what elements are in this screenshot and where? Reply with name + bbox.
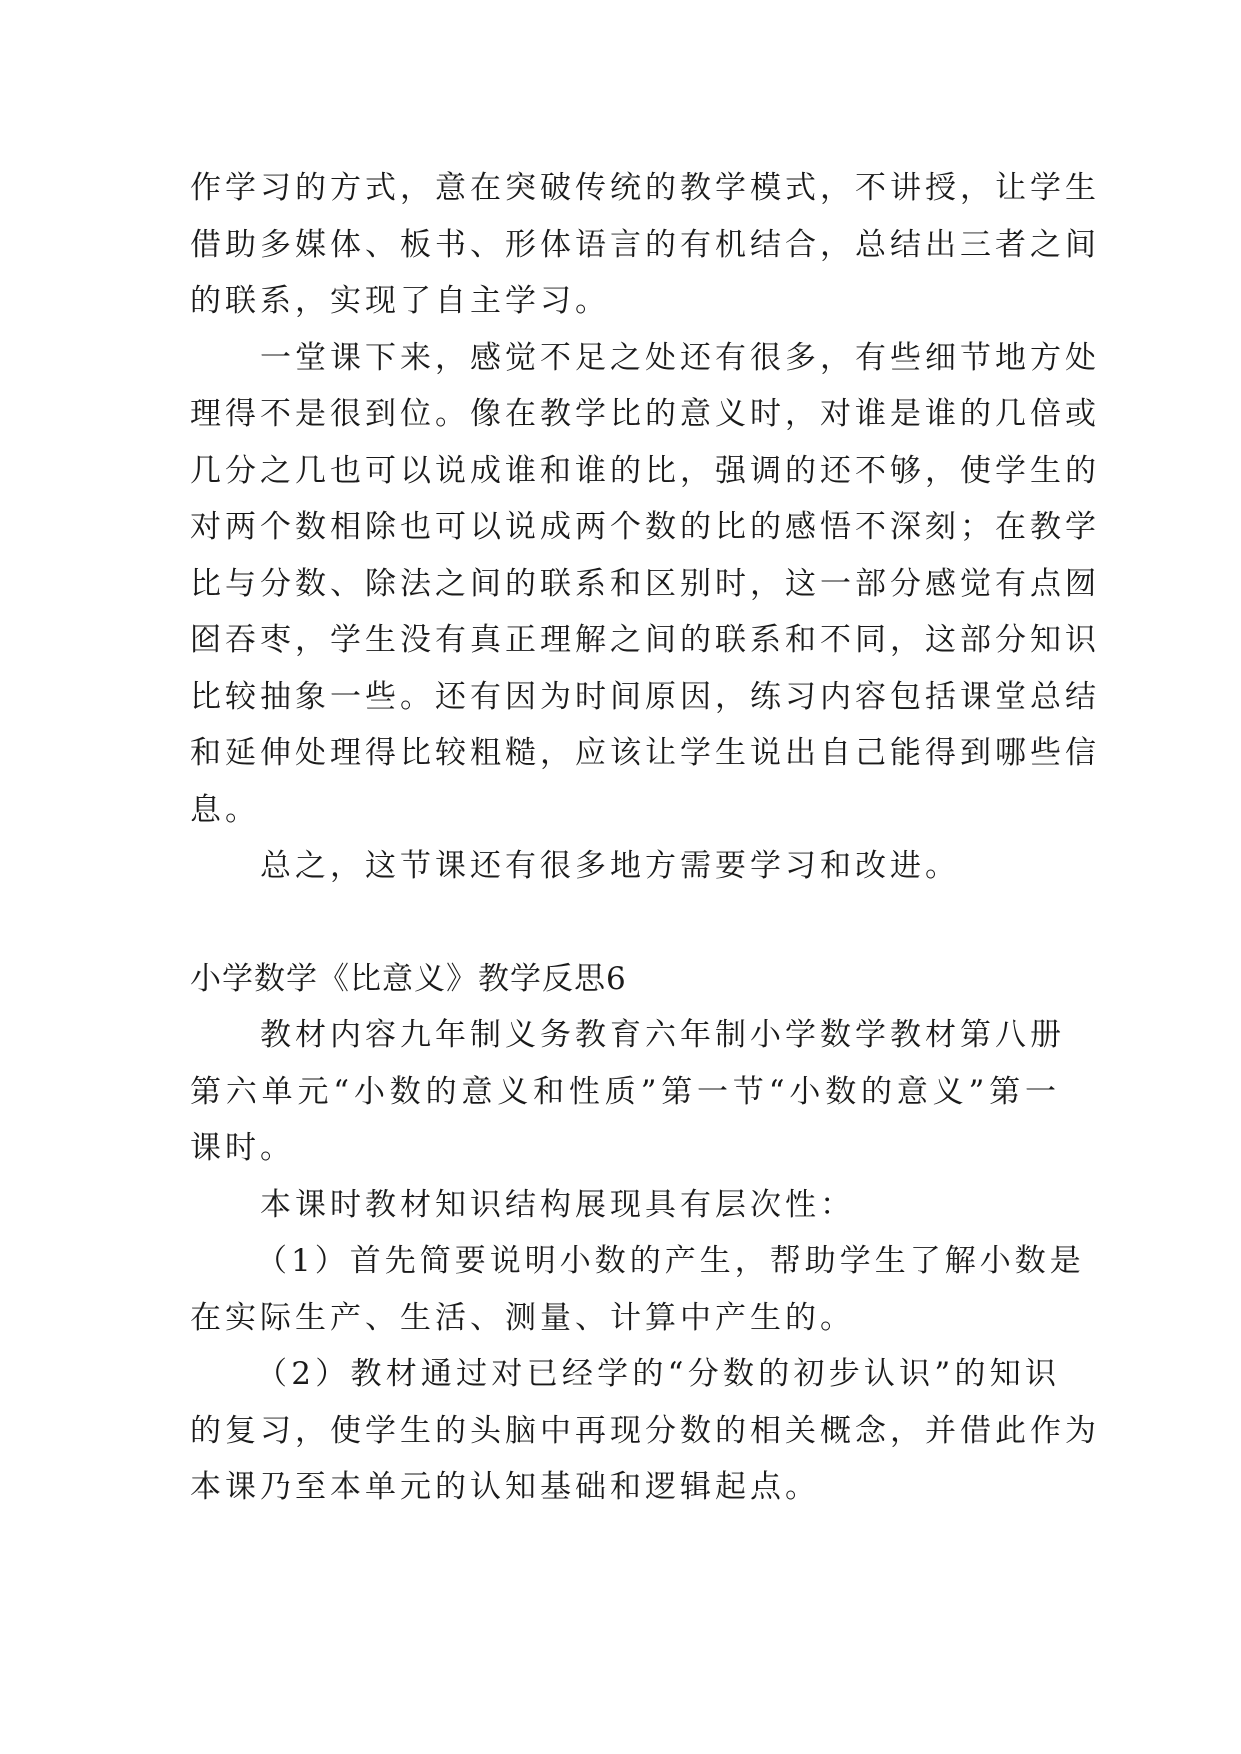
text-line: 教材内容九年制义务教育六年制小学数学教材第八册 xyxy=(260,1017,1065,1053)
text-line: （1）首先简要说明小数的产生，帮助学生了解小数是 xyxy=(256,1243,1085,1279)
text-line: 一堂课下来，感觉不足之处还有很多，有些细节地方处 xyxy=(260,340,1100,376)
text-line: 和延伸处理得比较粗糙，应该让学生说出自己能得到哪些信 xyxy=(190,735,1100,771)
text-line: 借助多媒体、板书、形体语言的有机结合，总结出三者之间 xyxy=(190,227,1100,263)
text-line: 的联系，实现了自主学习。 xyxy=(190,283,610,319)
text-line: 几分之几也可以说成谁和谁的比，强调的还不够，使学生的 xyxy=(190,453,1100,489)
text-line: 作学习的方式，意在突破传统的教学模式，不讲授，让学生 xyxy=(190,170,1100,206)
text-line: 课时。 xyxy=(190,1130,295,1166)
text-line: 比较抽象一些。还有因为时间原因，练习内容包括课堂总结 xyxy=(190,679,1100,715)
text-line: 理得不是很到位。像在教学比的意义时，对谁是谁的几倍或 xyxy=(190,396,1100,432)
text-line: 在实际生产、生活、测量、计算中产生的。 xyxy=(190,1300,855,1336)
text-line: 本课时教材知识结构展现具有层次性： xyxy=(260,1187,855,1223)
text-line: （2）教材通过对已经学的“分数的初步认识”的知识 xyxy=(256,1356,1060,1392)
text-line: 比与分数、除法之间的联系和区别时，这一部分感觉有点囫 xyxy=(190,566,1100,602)
text-line: 本课乃至本单元的认知基础和逻辑起点。 xyxy=(190,1469,820,1505)
text-line: 对两个数相除也可以说成两个数的比的感悟不深刻；在教学 xyxy=(190,509,1100,545)
text-line: 囵吞枣，学生没有真正理解之间的联系和不同，这部分知识 xyxy=(190,622,1100,658)
section-title: 小学数学《比意义》教学反思6 xyxy=(190,961,627,997)
text-line: 第六单元“小数的意义和性质”第一节“小数的意义”第一 xyxy=(190,1074,1060,1110)
text-line: 息。 xyxy=(190,792,260,828)
text-line: 总之，这节课还有很多地方需要学习和改进。 xyxy=(260,848,960,884)
text-line: 的复习，使学生的头脑中再现分数的相关概念，并借此作为 xyxy=(190,1413,1100,1449)
